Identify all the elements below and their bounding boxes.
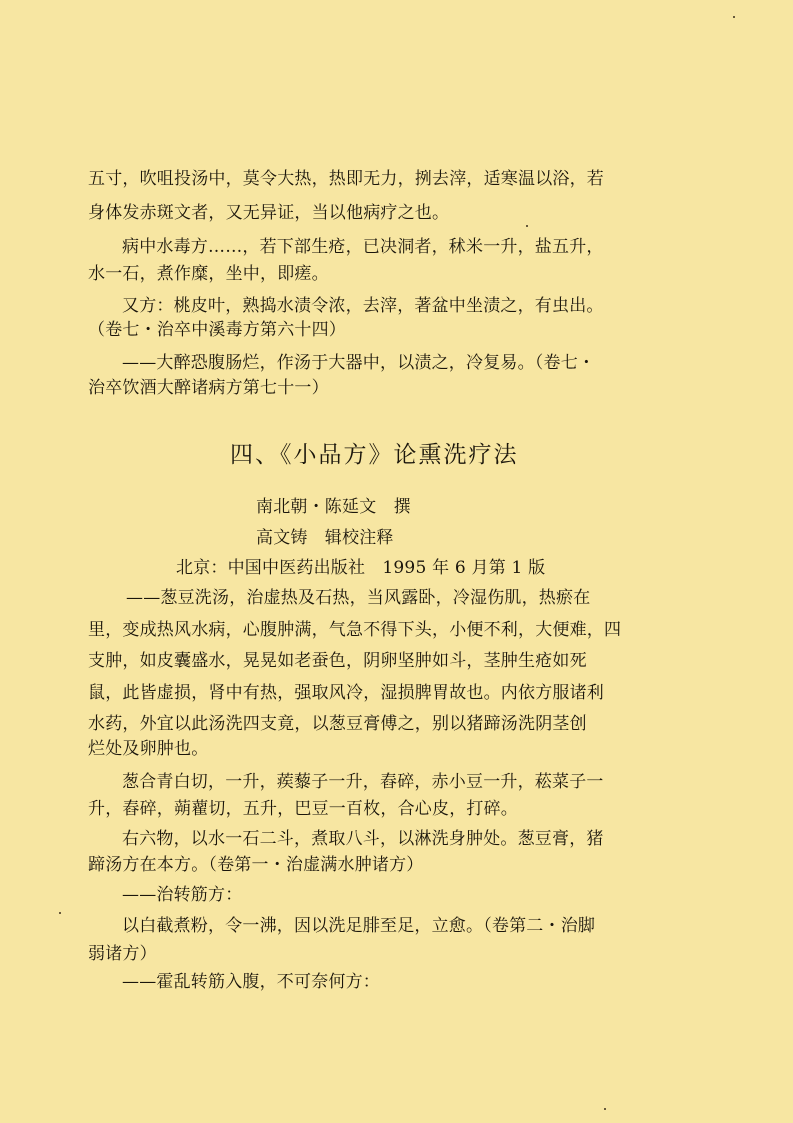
- scan-speck: [59, 912, 61, 914]
- text-line: 水一石，煮作糜，坐中，即瘥。: [88, 264, 329, 284]
- scan-speck: [733, 16, 735, 18]
- text-line: ——葱豆洗汤，治虚热及石热，当风露卧，冷湿伤肌，热瘀在: [126, 588, 591, 608]
- text-line: 支肿，如皮囊盛水，晃晃如老蚕色，阴卵坚肿如斗，茎肿生疮如死: [88, 651, 587, 671]
- text-line: 葱合青白切，一升，蒺藜子一升，舂碎，赤小豆一升，菘菜子一: [122, 772, 604, 792]
- text-line: 以白截煮粉，令一沸，因以洗足腓至足，立愈。（卷第二・治脚: [122, 916, 596, 936]
- section-title: 四、《小品方》论熏洗疗法: [230, 442, 519, 468]
- text-line: 烂处及卵肿也。: [88, 739, 209, 759]
- text-line: 治卒饮酒大醉诸病方第七十一）: [88, 378, 329, 398]
- text-line: ——霍乱转筋入腹，不可奈何方：: [122, 972, 380, 992]
- text-line: 蹄汤方在本方。（卷第一・治虚满水肿诸方）: [88, 855, 424, 875]
- text-line: 病中水毒方……，若下部生疮，已决洞者，秫米一升，盐五升，: [122, 237, 604, 257]
- text-line: 右六物，以水一石二斗，煮取八斗，以淋洗身肿处。葱豆膏，猪: [122, 829, 604, 849]
- scan-speck: [604, 1108, 606, 1110]
- text-line: 升，舂碎，蒴藋切，五升，巴豆一百枚，合心皮，打碎。: [88, 799, 518, 819]
- text-line: 身体发赤斑文者，又无异证，当以他病疗之也。: [88, 203, 450, 223]
- editor-line: 高文铸 辑校注释: [256, 528, 394, 548]
- text-line: 五寸，吹咀投汤中，莫令大热，热即无力，挒去滓，适寒温以浴，若: [88, 169, 604, 189]
- author-line: 南北朝・陈延文 撰: [256, 497, 411, 517]
- publisher-line: 北京：中国中医药出版社 1995 年 6 月第 1 版: [176, 558, 546, 578]
- text-line: 又方：桃皮叶，熟捣水渍令浓，去滓，著盆中坐渍之，有虫出。: [122, 296, 604, 316]
- scan-speck: [526, 225, 528, 227]
- text-line: （卷七・治卒中溪毒方第六十四）: [88, 320, 346, 340]
- text-line: 鼠，此皆虚损，肾中有热，强取风冷，湿损脾胃故也。内依方服诸利: [88, 683, 604, 703]
- text-line: 里，变成热风水病，心腹肿满，气急不得下头，小便不利，大便难，四: [88, 620, 622, 640]
- text-line: ——治转筋方：: [122, 885, 243, 905]
- text-line: ——大醉恐腹肠烂，作汤于大器中，以渍之，冷复易。（卷七・: [122, 353, 596, 373]
- text-line: 水药，外宜以此汤洗四支竟，以葱豆膏傅之，别以猪蹄汤洗阴茎创: [88, 714, 587, 734]
- text-line: 弱诸方）: [88, 944, 157, 964]
